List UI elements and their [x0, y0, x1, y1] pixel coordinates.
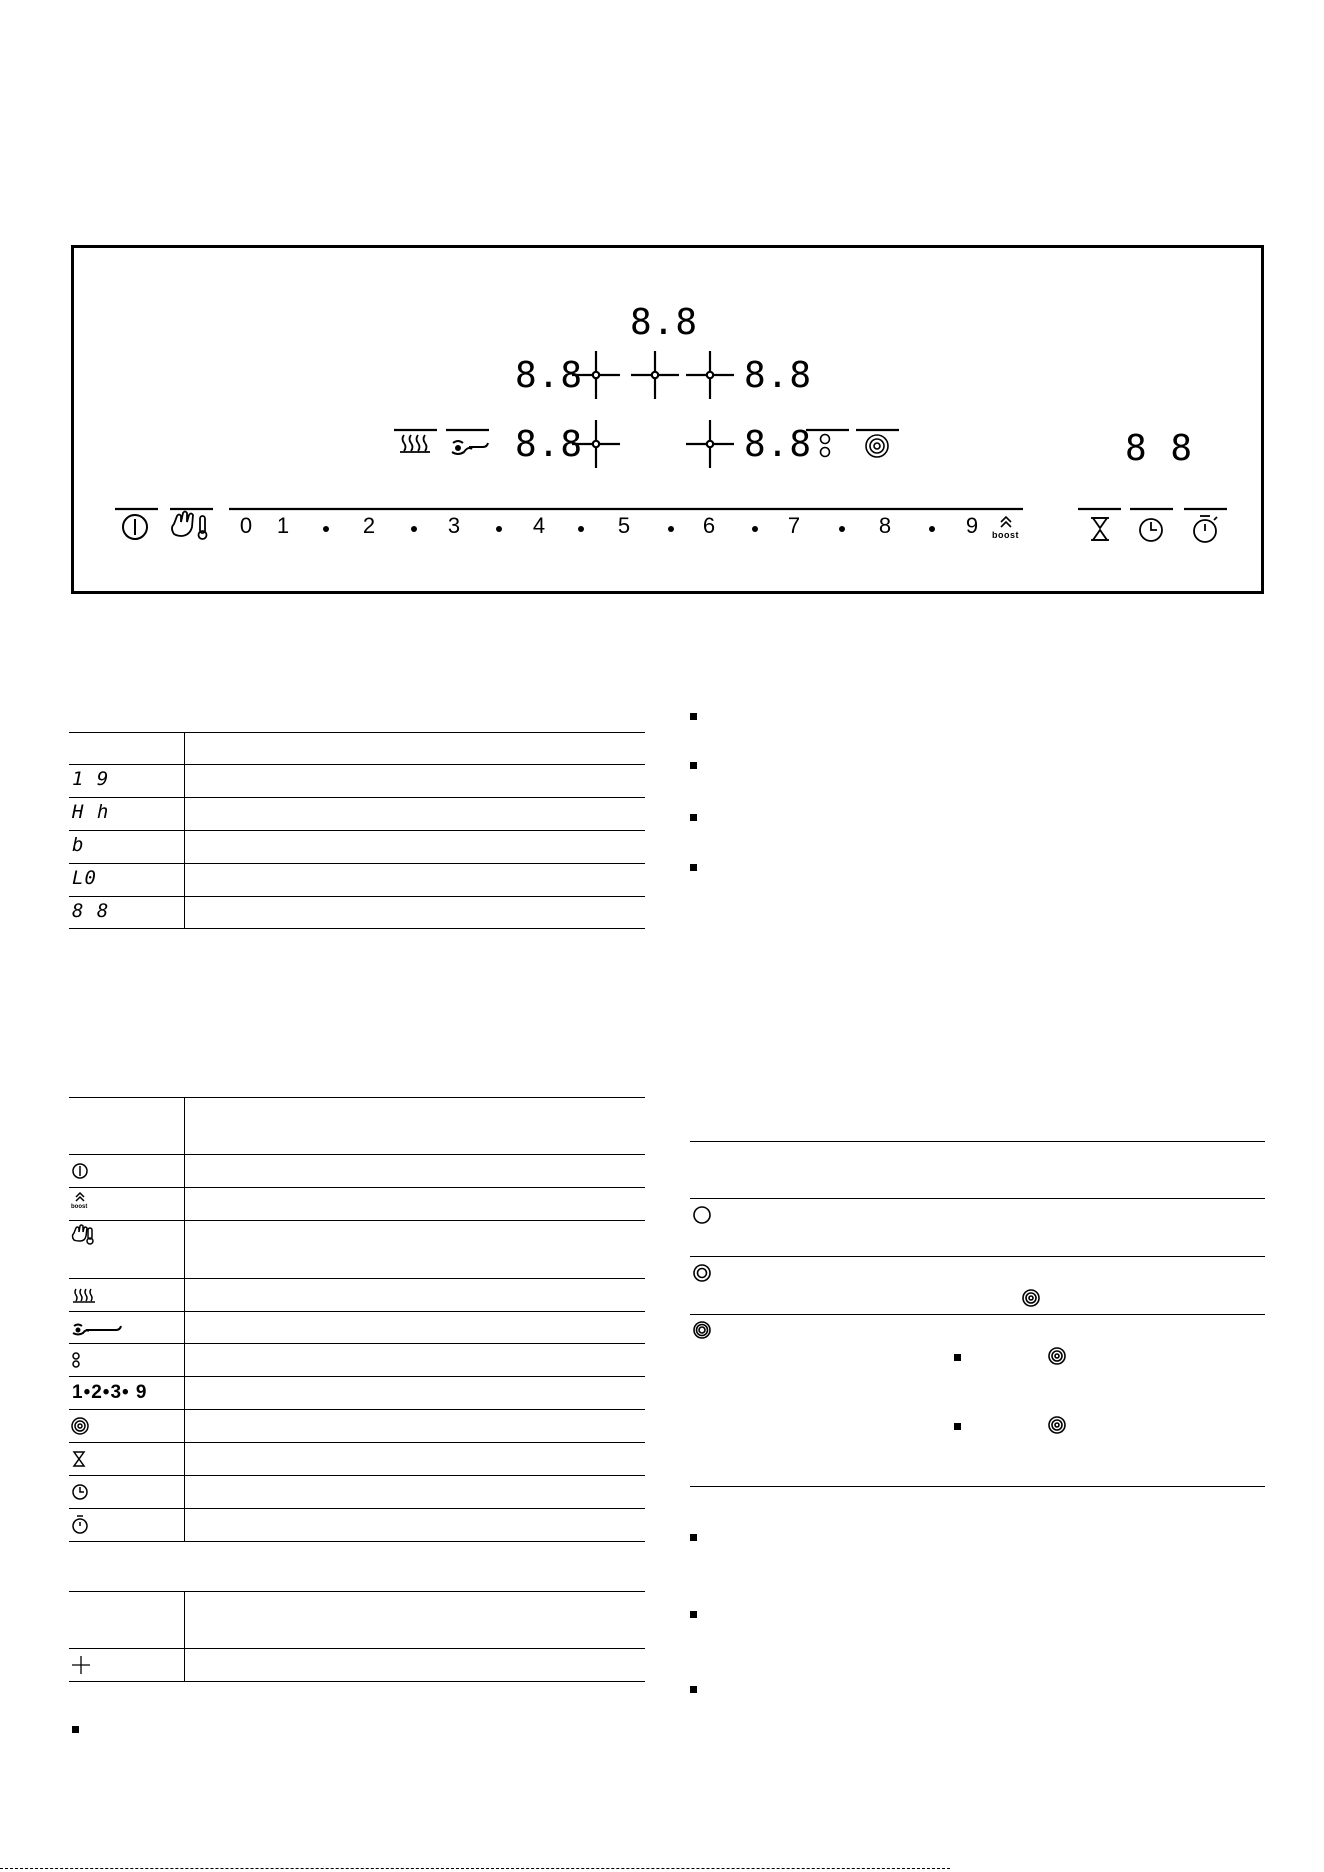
scale-label-8[interactable]: 8 — [878, 513, 892, 538]
display-symbol: H h — [72, 801, 110, 823]
triple-ring-icon — [1049, 1348, 1065, 1364]
scale-label-5[interactable]: 5 — [617, 513, 631, 538]
zone-display-left-upper: 8.8 — [515, 355, 584, 396]
timer-display: 8 8 — [1125, 428, 1194, 469]
display-symbol: L0 — [72, 867, 97, 889]
scale-label-7[interactable]: 7 — [787, 513, 801, 538]
list-bullet — [954, 1423, 961, 1430]
list-bullet — [690, 1686, 697, 1693]
scale-label-4[interactable]: 4 — [532, 513, 546, 538]
zone-display-right-lower: 8.8 — [744, 424, 813, 465]
footer-rule — [0, 1868, 950, 1869]
triple-ring-icon — [1049, 1417, 1065, 1433]
list-bullet — [954, 1354, 961, 1361]
double-ring-icon — [694, 1265, 710, 1281]
zone-display-right-upper: 8.8 — [744, 355, 813, 396]
scale-label-9[interactable]: 9 — [965, 513, 979, 538]
triple-ring-icon — [694, 1322, 710, 1338]
scale-label-6[interactable]: 6 — [702, 513, 716, 538]
single-ring-icon — [694, 1207, 710, 1223]
zone-display-left-lower: 8.8 — [515, 424, 584, 465]
power-levels-label: 1•2•3• 9 — [72, 1382, 148, 1403]
display-symbol: b — [72, 834, 85, 856]
scale-label-2[interactable]: 2 — [362, 513, 376, 538]
zone-display-top: 8.8 — [630, 302, 699, 343]
boost-label: boost — [992, 530, 1019, 540]
triple-ring-icon — [1023, 1290, 1039, 1306]
list-bullet — [690, 1534, 697, 1541]
display-symbol: 8 8 — [72, 900, 110, 922]
scale-label-0[interactable]: 0 — [239, 513, 253, 538]
scale-label-3[interactable]: 3 — [447, 513, 461, 538]
boost-icon-label: boost — [71, 1204, 88, 1210]
scale-label-1[interactable]: 1 — [276, 513, 290, 538]
list-bullet — [690, 1611, 697, 1618]
list-bullet — [72, 1726, 79, 1733]
display-symbol: 1 9 — [72, 768, 110, 790]
